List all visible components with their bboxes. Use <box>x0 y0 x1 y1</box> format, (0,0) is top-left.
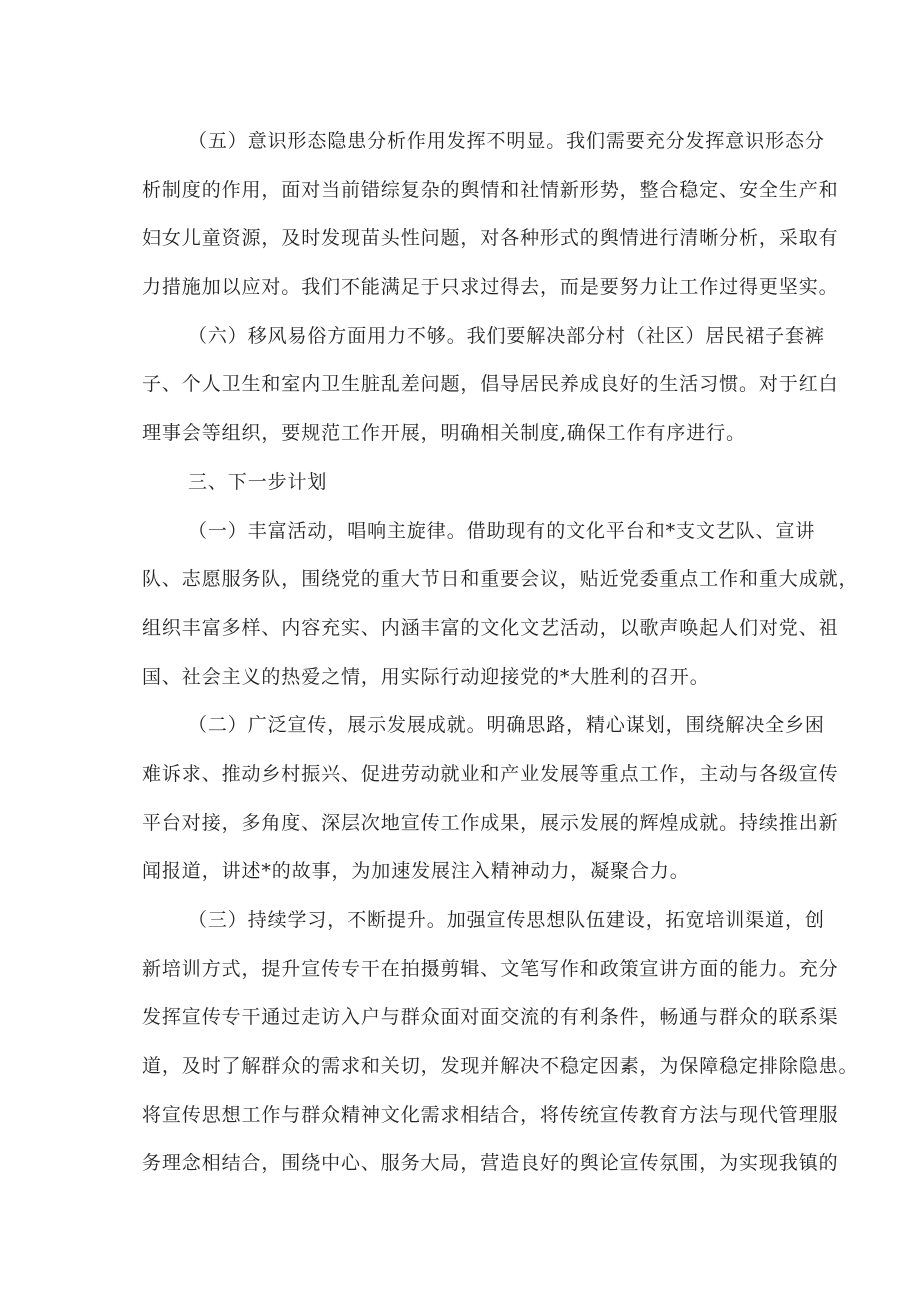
plan-three-line: 将宣传思想工作与群众精神文化需求相结合，将传统宣传教育方法与现代管理服 <box>142 1103 839 1126</box>
paragraph-six-line: （六）移风易俗方面用力不够。我们要解决部分村（社区）居民裙子套裤 <box>188 324 825 347</box>
plan-one-line: 国、社会主义的热爱之情，用实际行动迎接党的*大胜利的召开。 <box>142 665 710 688</box>
plan-two-line: 闻报道，讲述*的故事，为加速发展注入精神动力，凝聚合力。 <box>142 860 690 883</box>
plan-one-line: 队、志愿服务队，围绕党的重大节日和重要会议，贴近党委重点工作和重大成就， <box>142 568 859 591</box>
plan-three-line: 新培训方式，提升宣传专干在拍摄剪辑、文笔写作和政策宣讲方面的能力。充分 <box>142 957 839 980</box>
section-heading-next-plan: 三、下一步计划 <box>188 470 328 493</box>
plan-two-line: 平台对接，多角度、深层次地宣传工作成果，展示发展的辉煌成就。持续推出新 <box>142 811 839 834</box>
plan-three-line: 务理念相结合，围绕中心、服务大局，营造良好的舆论宣传氛围，为实现我镇的 <box>142 1152 839 1175</box>
paragraph-six-line: 理事会等组织，要规范工作开展，明确相关制度,确保工作有序进行。 <box>142 422 746 445</box>
plan-one-line: （一）丰富活动，唱响主旋律。借助现有的文化平台和*支文艺队、宣讲 <box>188 519 816 542</box>
plan-two-line: 难诉求、推动乡村振兴、促进劳动就业和产业发展等重点工作，主动与各级宣传 <box>142 762 839 785</box>
document-body <box>142 117 859 1188</box>
paragraph-six-line: 子、个人卫生和室内卫生脏乱差问题，倡导居民养成良好的生活习惯。对于红白 <box>142 373 839 396</box>
plan-three-line: 道，及时了解群众的需求和关切，发现并解决不稳定因素，为保障稳定排除隐患。 <box>142 1055 859 1078</box>
plan-one-line: 组织丰富多样、内容充实、内涵丰富的文化文艺活动，以歌声唤起人们对党、祖 <box>142 616 839 639</box>
paragraph-five-line: （五）意识形态隐患分析作用发挥不明显。我们需要充分发挥意识形态分 <box>188 130 825 152</box>
paragraph-five-line: 力措施加以应对。我们不能满足于只求过得去，而是要努力让工作过得更坚实。 <box>142 276 839 299</box>
plan-three-line: （三）持续学习，不断提升。加强宣传思想队伍建设，拓宽培训渠道，创 <box>188 909 825 931</box>
paragraph-five-line: 妇女儿童资源，及时发现苗头性问题，对各种形式的舆情进行清晰分析，采取有 <box>142 227 839 250</box>
plan-two-line: （二）广泛宣传，展示发展成就。明确思路，精心谋划，围绕解决全乡困 <box>188 714 825 737</box>
plan-three-line: 发挥宣传专干通过走访入户与群众面对面交流的有利条件，畅通与群众的联系渠 <box>142 1006 839 1029</box>
paragraph-five-line: 析制度的作用，面对当前错综复杂的舆情和社情新形势，整合稳定、安全生产和 <box>142 178 839 201</box>
